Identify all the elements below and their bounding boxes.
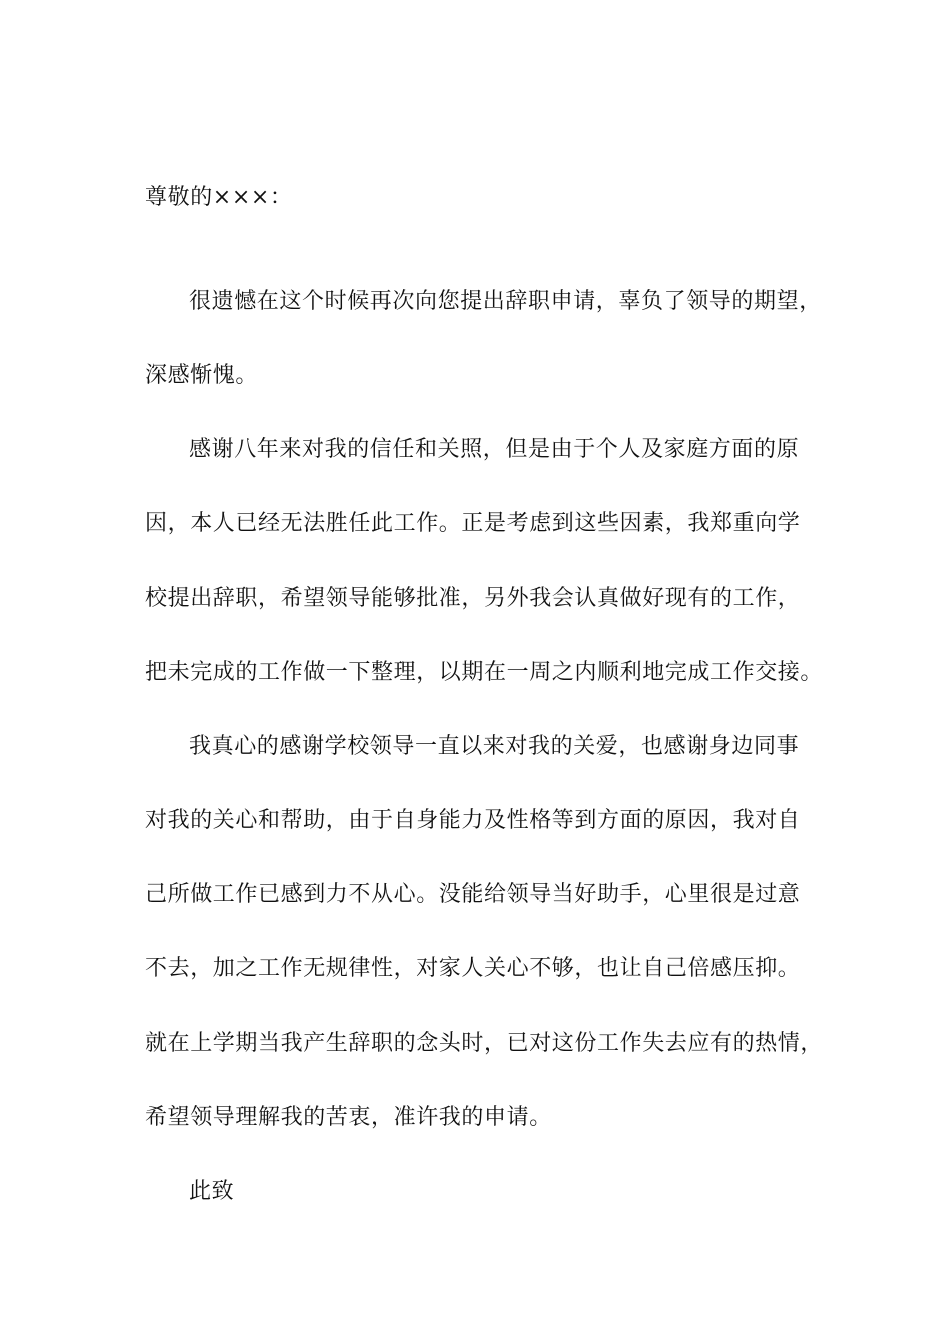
paragraph-line: 把未完成的工作做一下整理，以期在一周之内顺利地完成工作交接。 [145,660,824,685]
paragraph-line: 校提出辞职，希望领导能够批准，另外我会认真做好现有的工作， [145,586,801,611]
paragraph-line: 对我的关心和帮助，由于自身能力及性格等到方面的原因，我对自 [145,808,801,833]
paragraph-line: 希望领导理解我的苦衷，准许我的申请。 [145,1105,552,1130]
closing: 此致 [189,1179,235,1204]
paragraph-line: 感谢八年来对我的信任和关照，但是由于个人及家庭方面的原 [189,437,800,462]
paragraph-line: 不去，加之工作无规律性，对家人关心不够，也让自己倍感压抑。 [145,956,801,981]
paragraph-line: 很遗憾在这个时候再次向您提出辞职申请，辜负了领导的期望， [189,289,822,314]
paragraph-line: 深感惭愧。 [145,363,259,388]
salutation: 尊敬的×××： [145,185,293,210]
paragraph-line: 因，本人已经无法胜任此工作。正是考虑到这些因素，我郑重向学 [145,511,801,536]
paragraph-line: 就在上学期当我产生辞职的念头时，已对这份工作失去应有的热情， [145,1031,824,1056]
paragraph-line: 己所做工作已感到力不从心。没能给领导当好助手，心里很是过意 [145,882,801,907]
paragraph-line: 我真心的感谢学校领导一直以来对我的关爱，也感谢身边同事 [189,734,800,759]
